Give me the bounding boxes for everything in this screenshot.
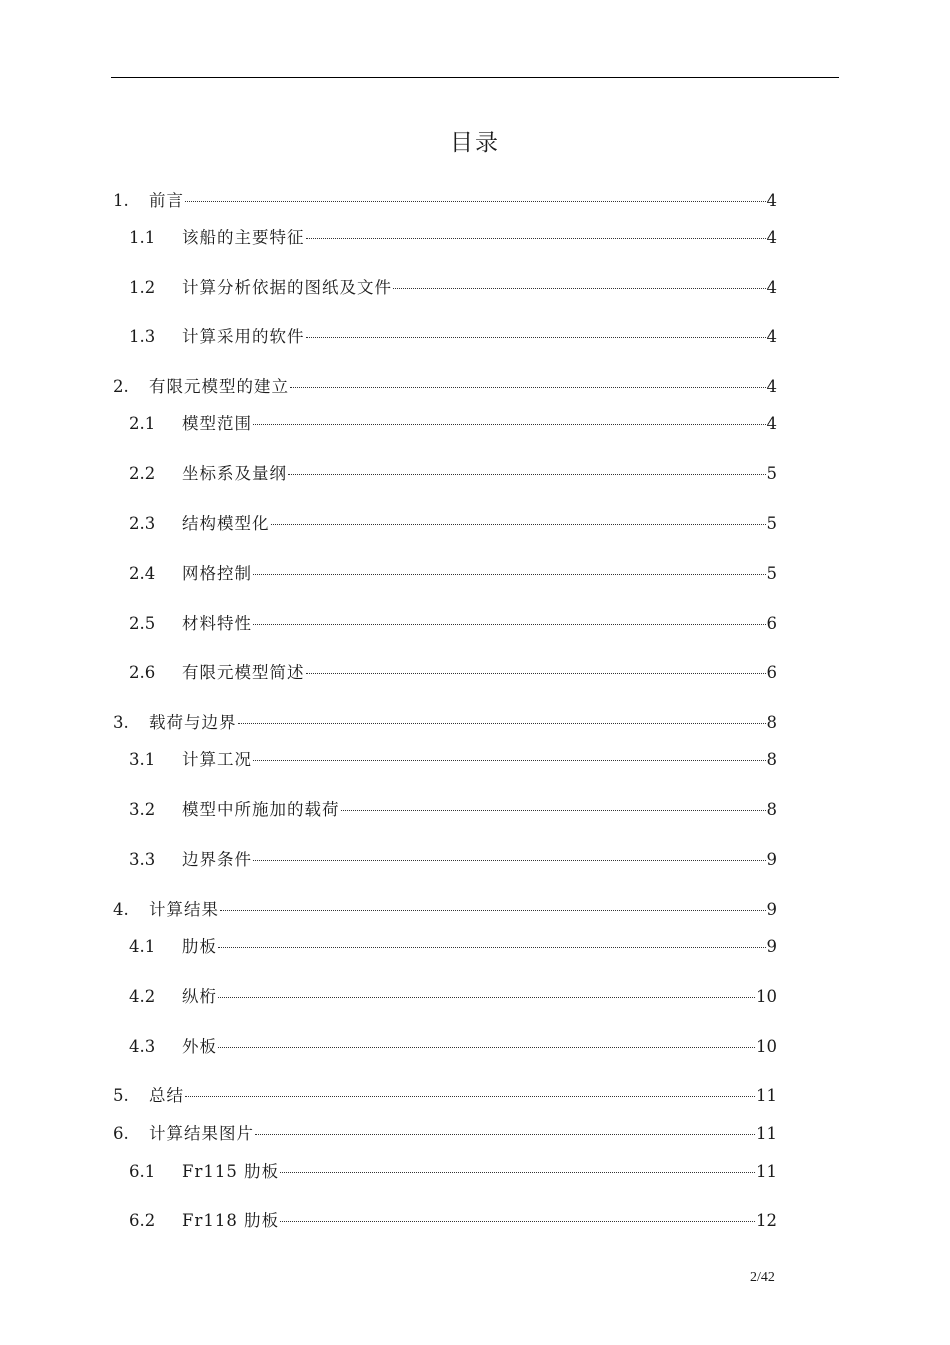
toc-leader-dots xyxy=(253,860,766,861)
toc-entry[interactable] xyxy=(129,325,777,349)
header-rule xyxy=(111,77,839,78)
toc-entry-title: 前言 xyxy=(149,191,184,210)
toc-entry[interactable] xyxy=(129,661,777,685)
toc-entry-number: 1.1 xyxy=(129,228,156,247)
toc-entry-number: 4.3 xyxy=(129,1037,156,1056)
toc-leader-dots xyxy=(341,810,766,811)
toc-entry-number: 2.1 xyxy=(129,414,156,433)
toc-entry-page: 5 xyxy=(766,514,777,533)
toc-entry-number: 2.4 xyxy=(129,564,156,583)
toc-entry-title: 模型范围 xyxy=(182,414,252,433)
toc-leader-dots xyxy=(280,1221,755,1222)
toc-leader-dots xyxy=(306,238,766,239)
toc-leader-dots xyxy=(218,997,755,998)
toc-entry[interactable] xyxy=(129,462,777,486)
toc-entry[interactable] xyxy=(113,898,777,922)
toc-entry[interactable] xyxy=(129,612,777,636)
toc-entry-number: 1.2 xyxy=(129,278,156,297)
toc-entry-title: 网格控制 xyxy=(182,564,252,583)
toc-leader-dots xyxy=(238,723,766,724)
toc-entry-title: Fr118 肋板 xyxy=(182,1211,280,1230)
toc-leader-dots xyxy=(393,288,766,289)
toc-leader-dots xyxy=(290,387,766,388)
toc-entry-title: 坐标系及量纲 xyxy=(182,464,287,483)
toc-entry-page: 11 xyxy=(756,1086,777,1105)
toc-entry-title: 总结 xyxy=(149,1086,184,1105)
toc-entry-title: 载荷与边界 xyxy=(149,713,237,732)
toc-leader-dots xyxy=(306,673,766,674)
toc-entry-number: 4.2 xyxy=(129,987,156,1006)
toc-entry-page: 6 xyxy=(766,663,777,682)
toc-entry[interactable] xyxy=(129,935,777,959)
toc-entry[interactable] xyxy=(113,711,777,735)
toc-entry-page: 4 xyxy=(766,278,777,297)
toc-entry-page: 4 xyxy=(766,228,777,247)
toc-leader-dots xyxy=(255,1134,755,1135)
toc-entry-number: 3.1 xyxy=(129,750,156,769)
toc-entry-number: 4. xyxy=(113,900,129,919)
toc-entry[interactable] xyxy=(113,189,777,213)
toc-leader-dots xyxy=(220,910,766,911)
toc-leader-dots xyxy=(253,760,766,761)
toc-entry-page: 4 xyxy=(766,377,777,396)
toc-entry-number: 2.2 xyxy=(129,464,156,483)
toc-entry-title: 计算工况 xyxy=(182,750,252,769)
toc-entry-title: 计算分析依据的图纸及文件 xyxy=(182,278,392,297)
toc-entry-title: 结构模型化 xyxy=(182,514,270,533)
toc-entry[interactable] xyxy=(113,1084,777,1108)
toc-entry[interactable] xyxy=(129,512,777,536)
toc-entry-page: 9 xyxy=(766,900,777,919)
toc-entry[interactable] xyxy=(129,1035,777,1059)
toc-entry-title: 纵桁 xyxy=(182,987,217,1006)
toc-entry[interactable] xyxy=(129,226,777,250)
toc-entry-title: 计算结果图片 xyxy=(149,1124,254,1143)
toc-entry-page: 4 xyxy=(766,327,777,346)
toc-leader-dots xyxy=(185,1096,755,1097)
toc-leader-dots xyxy=(218,947,766,948)
toc-entry-page: 10 xyxy=(756,1037,777,1056)
toc-leader-dots xyxy=(218,1047,755,1048)
toc-entry-page: 5 xyxy=(766,464,777,483)
toc-entry-page: 11 xyxy=(756,1124,777,1143)
toc-leader-dots xyxy=(185,201,766,202)
toc-entry[interactable] xyxy=(129,848,777,872)
toc-entry-page: 8 xyxy=(766,750,777,769)
toc-leader-dots xyxy=(280,1172,755,1173)
toc-entry-number: 3. xyxy=(113,713,129,732)
toc-leader-dots xyxy=(306,337,766,338)
toc-entry-number: 3.2 xyxy=(129,800,156,819)
toc-entry-title: 有限元模型的建立 xyxy=(149,377,289,396)
toc-entry-page: 6 xyxy=(766,614,777,633)
toc-entry-page: 12 xyxy=(756,1211,777,1230)
toc-entry-title: 肋板 xyxy=(182,937,217,956)
toc-entry-page: 5 xyxy=(766,564,777,583)
toc-entry[interactable] xyxy=(129,1160,777,1184)
toc-entry-title: Fr115 肋板 xyxy=(182,1162,280,1181)
toc-entry-page: 9 xyxy=(766,937,777,956)
toc-entry-title: 模型中所施加的载荷 xyxy=(182,800,340,819)
toc-entry[interactable] xyxy=(129,798,777,822)
page-title: 目录 xyxy=(450,130,500,156)
toc-entry[interactable] xyxy=(129,1209,777,1233)
toc-entry-title: 边界条件 xyxy=(182,850,252,869)
toc-entry[interactable] xyxy=(129,562,777,586)
toc-entry-title: 该船的主要特征 xyxy=(182,228,305,247)
toc-entry-page: 11 xyxy=(756,1162,777,1181)
toc-entry[interactable] xyxy=(129,276,777,300)
toc-entry-number: 1. xyxy=(113,191,129,210)
toc-entry-page: 4 xyxy=(766,414,777,433)
toc-leader-dots xyxy=(253,424,766,425)
toc-entry-number: 5. xyxy=(113,1086,129,1105)
toc-entry-number: 2.6 xyxy=(129,663,156,682)
toc-entry-page: 8 xyxy=(766,713,777,732)
toc-entry-number: 3.3 xyxy=(129,850,156,869)
toc-entry-number: 2.3 xyxy=(129,514,156,533)
toc-entry[interactable] xyxy=(129,412,777,436)
toc-entry-title: 有限元模型简述 xyxy=(182,663,305,682)
toc-entry-number: 6. xyxy=(113,1124,129,1143)
toc-entry-title: 外板 xyxy=(182,1037,217,1056)
toc-entry[interactable] xyxy=(113,375,777,399)
toc-entry-number: 4.1 xyxy=(129,937,156,956)
toc-entry-number: 6.1 xyxy=(129,1162,156,1181)
toc-entry-number: 2.5 xyxy=(129,614,156,633)
toc-entry[interactable] xyxy=(113,1122,777,1146)
toc-entry-title: 材料特性 xyxy=(182,614,252,633)
toc-entry[interactable] xyxy=(129,748,777,772)
toc-entry-number: 1.3 xyxy=(129,327,156,346)
toc-entry-page: 8 xyxy=(766,800,777,819)
toc-entry-title: 计算结果 xyxy=(149,900,219,919)
toc-entry[interactable] xyxy=(129,985,777,1009)
page-number: 2/42 xyxy=(750,1270,775,1285)
toc-entry-page: 9 xyxy=(766,850,777,869)
toc-entry-page: 10 xyxy=(756,987,777,1006)
toc-entry-title: 计算采用的软件 xyxy=(182,327,305,346)
toc-entry-number: 2. xyxy=(113,377,129,396)
toc-entry-page: 4 xyxy=(766,191,777,210)
toc-leader-dots xyxy=(253,574,766,575)
toc-entry-number: 6.2 xyxy=(129,1211,156,1230)
toc-leader-dots xyxy=(288,474,766,475)
toc-leader-dots xyxy=(253,624,766,625)
toc-leader-dots xyxy=(271,524,766,525)
